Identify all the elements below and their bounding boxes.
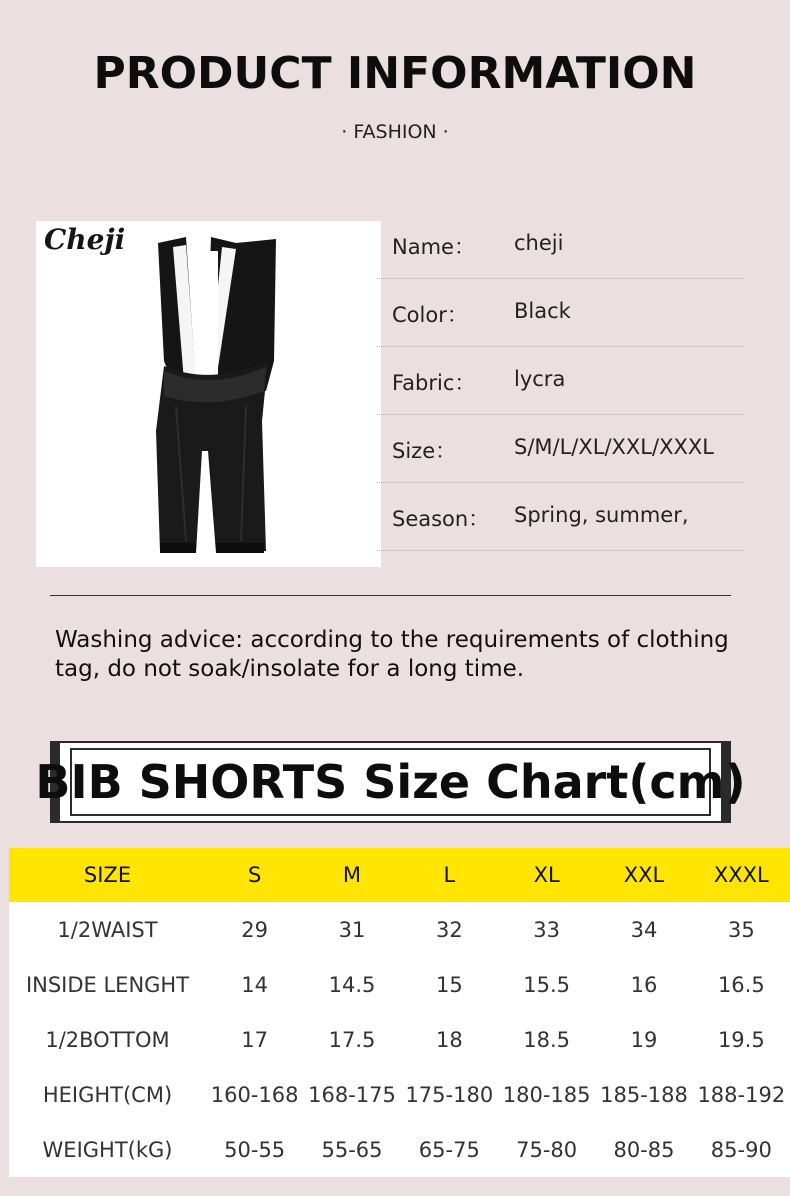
header-cell: XL	[498, 848, 595, 902]
size-chart-header-row	[9, 848, 790, 902]
table-cell: 19.5	[717, 1027, 765, 1052]
info-row-color	[377, 279, 744, 347]
info-value: lycra	[514, 367, 566, 391]
row-label: WEIGHT(kG)	[42, 1137, 173, 1162]
header-cell: SIZE	[9, 848, 206, 902]
table-cell: 17.5	[328, 1027, 376, 1052]
table-cell: 16	[630, 972, 658, 997]
table-cell: 65-75	[418, 1137, 480, 1162]
table-cell: 50-55	[224, 1137, 286, 1162]
info-row-season	[377, 483, 744, 551]
info-row-size	[377, 415, 744, 483]
section-divider	[50, 595, 731, 596]
table-cell: 185-188	[600, 1082, 688, 1107]
table-cell: 19	[630, 1027, 658, 1052]
size-chart-title-frame	[35, 741, 746, 823]
table-cell: 75-80	[516, 1137, 578, 1162]
table-cell: 29	[241, 917, 269, 942]
row-label: 1/2BOTTOM	[45, 1027, 170, 1052]
size-chart-table	[9, 848, 790, 1177]
header-cell: L	[401, 848, 498, 902]
info-label: Name：	[392, 235, 475, 259]
header-cell: M	[303, 848, 400, 902]
info-label: Season：	[392, 507, 490, 531]
table-cell: 35	[727, 917, 755, 942]
table-cell: 168-175	[308, 1082, 396, 1107]
table-cell: 14.5	[328, 972, 376, 997]
table-cell: 33	[533, 917, 561, 942]
table-row	[9, 1122, 790, 1177]
info-value: cheji	[514, 231, 564, 255]
table-cell: 55-65	[321, 1137, 383, 1162]
table-cell: 32	[435, 917, 463, 942]
page-title: PRODUCT INFORMATION	[93, 48, 697, 99]
product-info-list	[377, 211, 744, 551]
table-cell: 85-90	[710, 1137, 772, 1162]
table-cell: 175-180	[405, 1082, 494, 1107]
table-cell: 15	[435, 972, 463, 997]
table-row	[9, 1067, 790, 1122]
table-cell: 34	[630, 917, 658, 942]
table-row	[9, 902, 790, 957]
table-cell: 17	[241, 1027, 269, 1052]
info-row-name	[377, 211, 744, 279]
table-row	[9, 1012, 790, 1067]
table-cell: 15.5	[523, 972, 571, 997]
brand-logo: Cheji	[44, 223, 126, 256]
table-cell: 180-185	[502, 1082, 591, 1107]
header-cell: XXL	[595, 848, 692, 902]
info-value: Black	[514, 299, 571, 323]
info-row-fabric	[377, 347, 744, 415]
table-cell: 16.5	[717, 972, 765, 997]
table-cell: 80-85	[613, 1137, 675, 1162]
table-cell: 18	[435, 1027, 463, 1052]
table-cell: 188-192	[697, 1082, 786, 1107]
info-label: Fabric：	[392, 371, 476, 395]
page-subtitle: · FASHION ·	[341, 121, 449, 143]
row-label: HEIGHT(CM)	[42, 1082, 173, 1107]
row-label: INSIDE LENGHT	[25, 972, 190, 997]
row-label: 1/2WAIST	[57, 917, 158, 942]
info-label: Size：	[392, 439, 457, 463]
washing-advice: Washing advice: according to the requirements of clothing tag, do not soak/insolate for a long time.	[55, 627, 729, 682]
header-cell: XXXL	[693, 848, 790, 902]
table-cell: 18.5	[523, 1027, 571, 1052]
table-cell: 31	[338, 917, 366, 942]
table-cell: 160-168	[210, 1082, 299, 1107]
info-value: S/M/L/XL/XXL/XXXL	[514, 435, 714, 459]
info-value: Spring, summer,	[514, 503, 689, 527]
product-image	[36, 221, 381, 567]
bib-shorts-illustration	[36, 221, 381, 567]
table-row	[9, 957, 790, 1012]
header-cell: S	[206, 848, 303, 902]
info-label: Color：	[392, 303, 468, 327]
size-chart-title: BIB SHORTS Size Chart(cm)	[70, 748, 711, 816]
table-cell: 14	[241, 972, 269, 997]
